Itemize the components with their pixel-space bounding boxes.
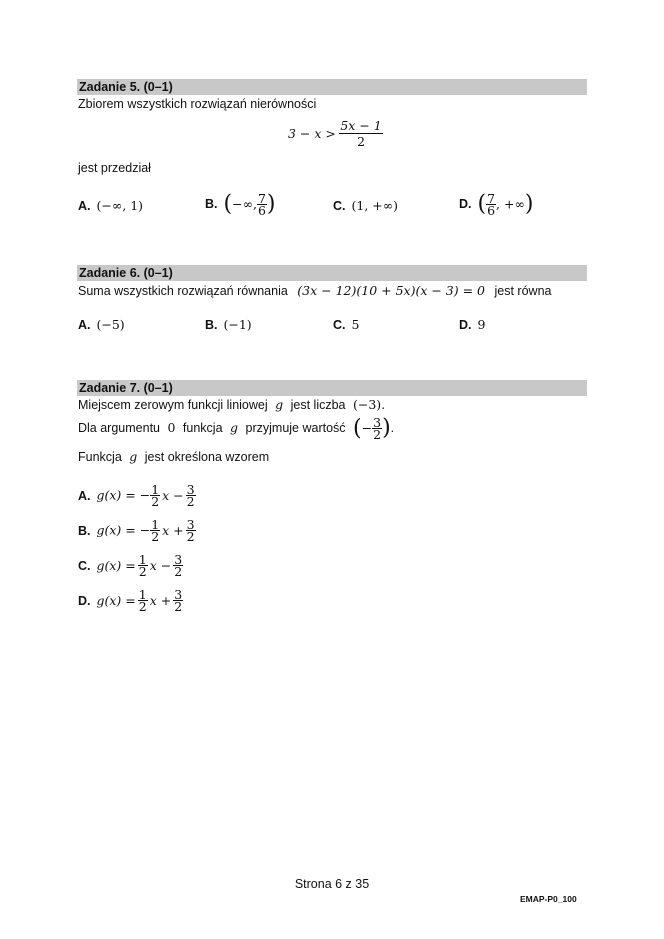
task-5-header: Zadanie 5. (0–1) <box>77 79 587 95</box>
formula-start: g(x) = − <box>96 522 151 538</box>
fraction-denominator: 2 <box>373 427 382 443</box>
option-value: (−5) <box>96 317 125 332</box>
task-5-inequality <box>288 118 383 149</box>
option-label: B. <box>205 196 218 211</box>
task-5-option-c[interactable] <box>333 196 398 216</box>
text: jest liczba <box>290 398 346 412</box>
fraction-denominator: 2 <box>138 564 147 579</box>
option-value: 9 <box>477 317 486 332</box>
task-5-after: jest przedział <box>78 161 151 175</box>
option-value: 5 <box>351 317 360 332</box>
math-value: (−3). <box>353 397 386 412</box>
task-7-line-1 <box>78 397 385 413</box>
fraction-denominator: 2 <box>151 529 160 544</box>
fraction-denominator: 6 <box>487 203 496 218</box>
option-label: D. <box>459 196 472 211</box>
task-7-option-c[interactable] <box>78 554 183 577</box>
text: przyjmuje wartość <box>245 421 346 435</box>
fraction-numerator: 3 <box>186 482 195 497</box>
formula-middle: x − <box>162 487 184 503</box>
task-5-option-a[interactable] <box>78 196 143 216</box>
fraction-numerator: 1 <box>151 482 160 497</box>
option-label: C. <box>78 558 91 573</box>
math-minus: − <box>361 420 373 436</box>
option-label: C. <box>333 199 346 213</box>
fraction-denominator: 2 <box>151 494 160 509</box>
task-5-option-b[interactable]: B. (−∞, $\frac{7}{6}$ ) <box>205 191 276 218</box>
fraction-numerator: 7 <box>487 191 496 206</box>
task-7-option-d[interactable] <box>78 589 183 612</box>
task-6-equation: (3x − 12)(10 + 5x)(x − 3) = 0 <box>297 283 486 298</box>
task-6-after: jest równa <box>494 284 552 298</box>
text: Miejscem zerowym funkcji liniowej <box>78 398 268 412</box>
task-7-option-a[interactable] <box>78 484 196 507</box>
fraction-numerator: 3 <box>373 415 382 431</box>
text: . <box>390 421 395 435</box>
text: funkcja <box>182 421 223 435</box>
option-value: (−∞, 1) <box>96 198 144 213</box>
task-6-option-b[interactable] <box>205 315 252 335</box>
task-7-line-2: Dla argumentu 0 funkcja g przyjmuje wartość (− $\frac{3}{2}$ ). <box>78 415 395 443</box>
fraction-numerator: 1 <box>138 587 147 602</box>
fraction-numerator: 3 <box>174 587 183 602</box>
option-label: B. <box>78 523 91 538</box>
formula-start: g(x) = − <box>96 487 151 503</box>
page-number: Strona 6 z 35 <box>294 877 370 891</box>
task-6-option-d[interactable] <box>459 315 485 335</box>
fraction-numerator: 1 <box>151 517 160 532</box>
option-label: B. <box>205 318 218 332</box>
formula-middle: x + <box>149 592 172 608</box>
option-label: A. <box>78 488 91 503</box>
formula-middle: x + <box>162 522 184 538</box>
task-6-header: Zadanie 6. (0–1) <box>77 265 587 281</box>
task-7-line-3 <box>78 449 269 465</box>
task-6-intro-line <box>78 283 551 299</box>
task-6-option-a[interactable] <box>78 315 125 335</box>
task-5-option-d[interactable]: D. ( $\frac{7}{6}$ , +∞) <box>459 191 534 218</box>
task-5-intro: Zbiorem wszystkich rozwiązań nierówności <box>78 97 317 111</box>
fraction-denominator: 2 <box>186 529 195 544</box>
fraction-denominator: 2 <box>174 564 183 579</box>
option-label: D. <box>78 593 91 608</box>
task-6-intro: Suma wszystkich rozwiązań równania <box>78 284 288 298</box>
math-g: g <box>129 449 138 464</box>
text: Dla argumentu <box>78 421 160 435</box>
fraction-denominator: 6 <box>257 203 266 218</box>
math-g: g <box>275 397 284 412</box>
option-label: C. <box>333 318 346 332</box>
fraction-denominator: 2 <box>357 134 366 149</box>
option-value: , +∞ <box>496 196 525 212</box>
fraction-numerator: 1 <box>138 552 147 567</box>
option-label: A. <box>78 318 91 332</box>
fraction-numerator: 7 <box>257 191 266 206</box>
task-6-option-c[interactable] <box>333 315 359 335</box>
fraction-denominator: 2 <box>138 599 147 614</box>
inequality-lhs: 3 − x > <box>288 126 336 141</box>
option-value: −∞, <box>232 196 257 212</box>
option-value: (−1) <box>223 317 252 332</box>
fraction-numerator: 3 <box>186 517 195 532</box>
option-value: (1, +∞) <box>351 198 399 213</box>
exam-code: EMAP-P0_100 <box>520 894 577 904</box>
task-7-header: Zadanie 7. (0–1) <box>77 380 587 396</box>
fraction-numerator: 3 <box>174 552 183 567</box>
formula-start: g(x) = <box>96 592 136 608</box>
formula-middle: x − <box>149 557 172 573</box>
formula-start: g(x) = <box>96 557 136 573</box>
option-label: A. <box>78 199 91 213</box>
text: jest określona wzorem <box>144 450 270 464</box>
fraction-numerator: 5x − 1 <box>340 118 382 133</box>
fraction-denominator: 2 <box>174 599 183 614</box>
task-7-option-b[interactable] <box>78 519 196 542</box>
text: Funkcja <box>78 450 122 464</box>
option-label: D. <box>459 318 472 332</box>
fraction-denominator: 2 <box>186 494 195 509</box>
math-g: g <box>230 420 239 435</box>
inequality-fraction <box>339 118 382 149</box>
math-zero: 0 <box>167 420 176 435</box>
